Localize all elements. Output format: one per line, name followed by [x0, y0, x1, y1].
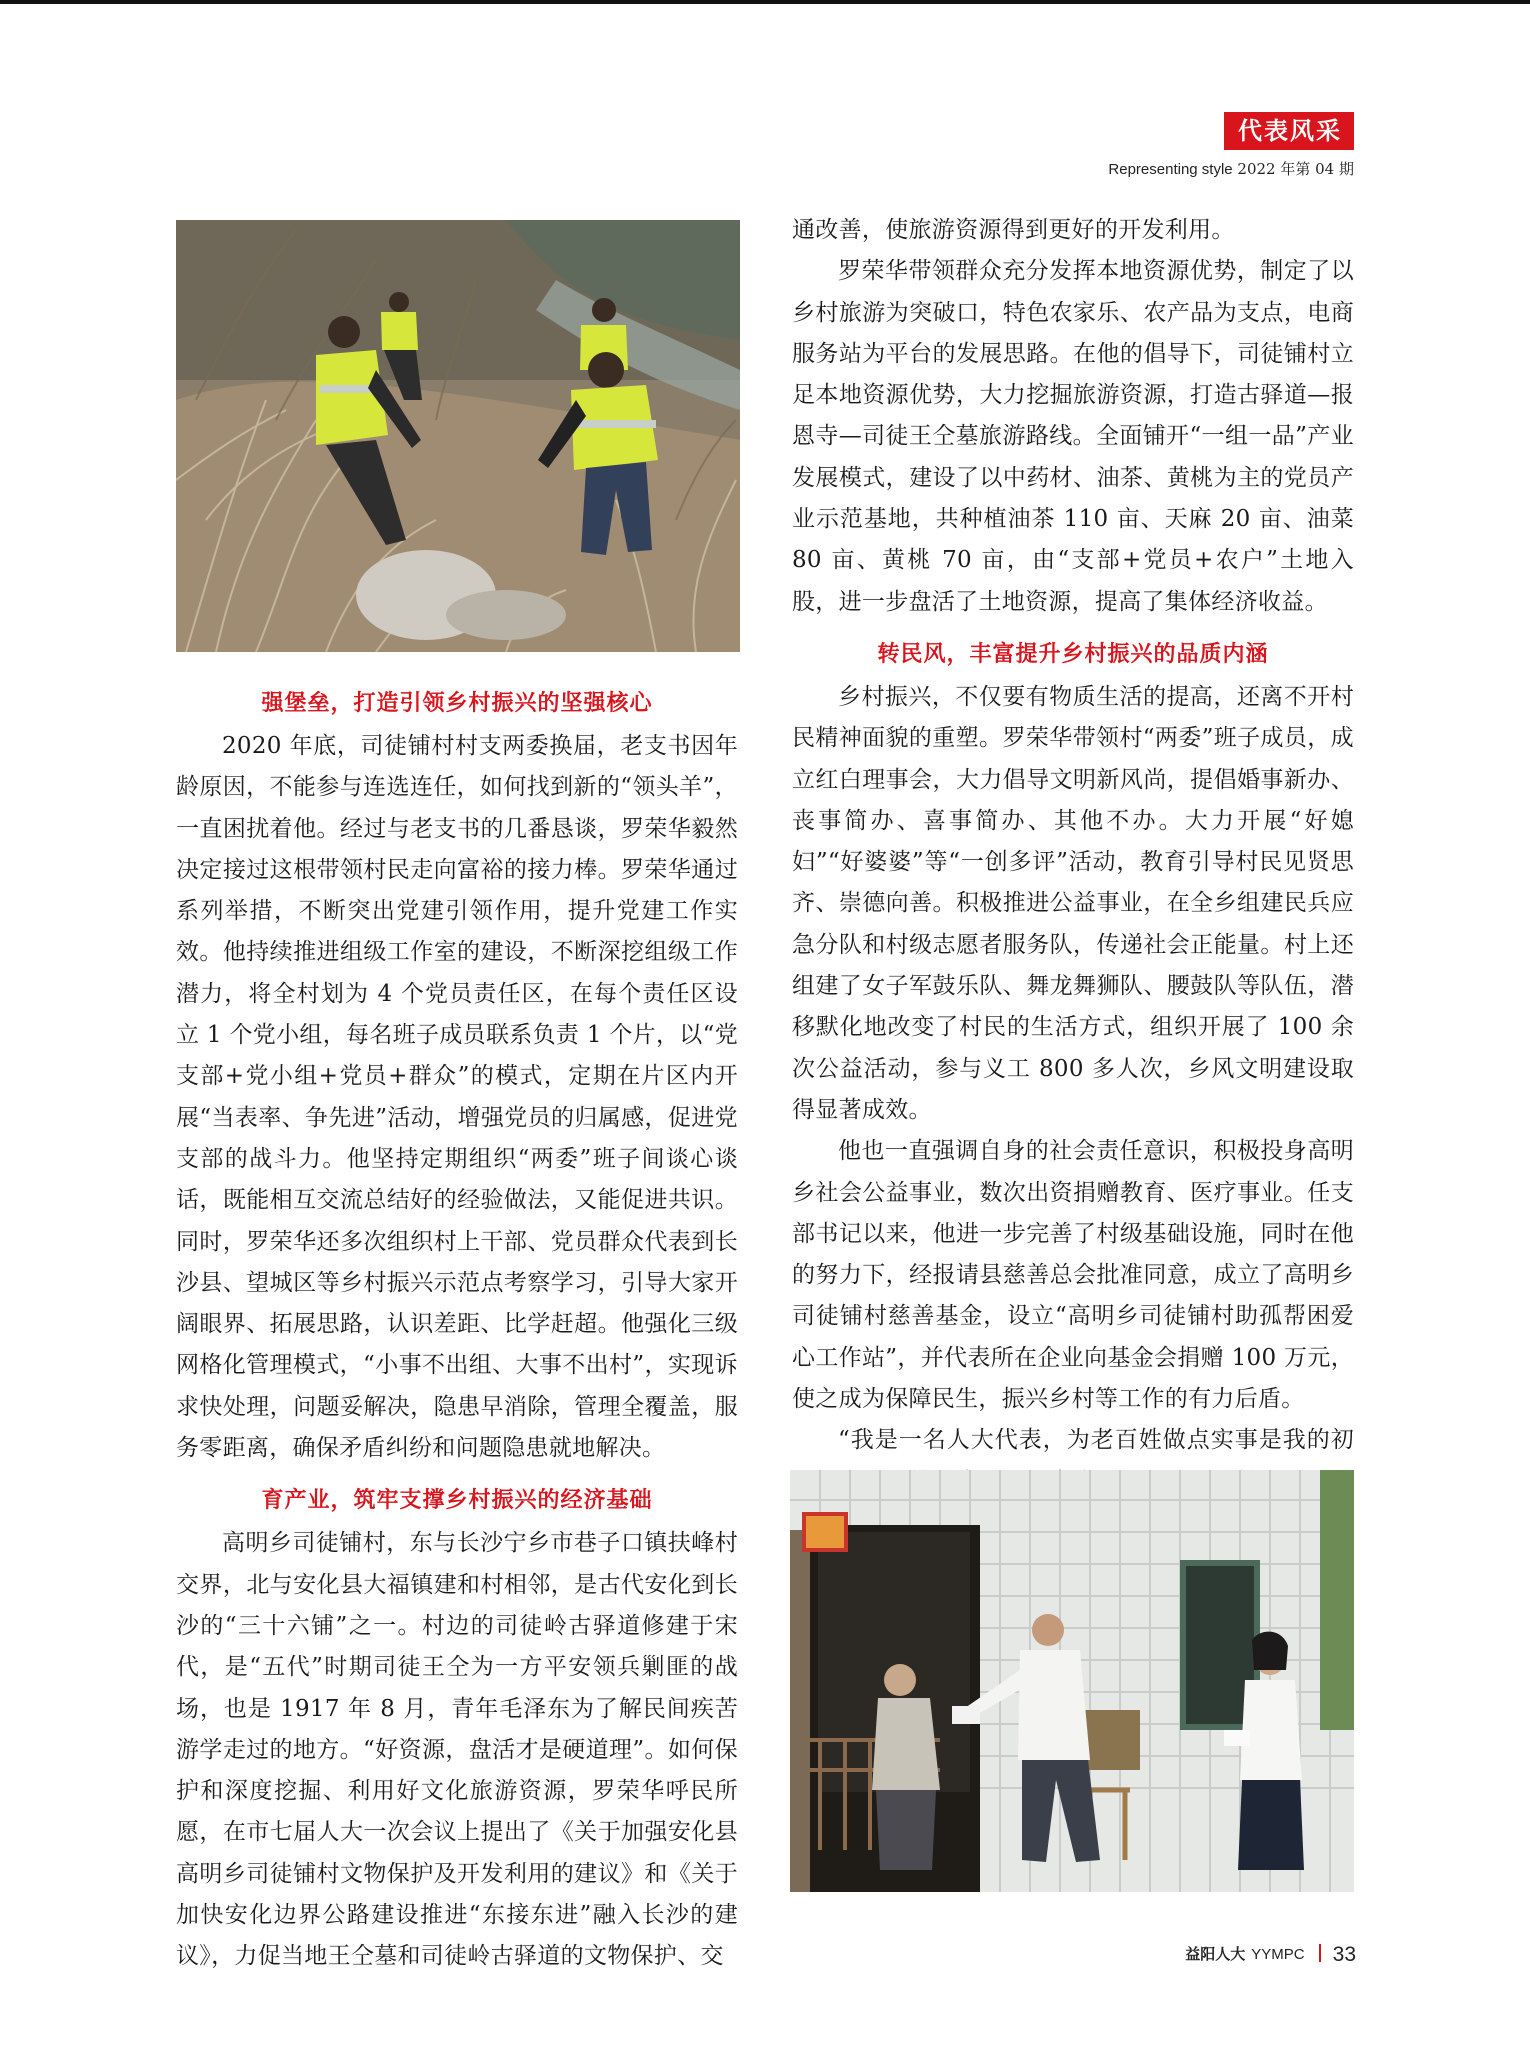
page-footer: [1185, 1943, 1356, 1967]
section-heading-2: 育产业，筑牢支撑乡村振兴的经济基础: [261, 1488, 653, 1514]
issue-english: Representing style: [1108, 161, 1233, 178]
section-heading-3: 转民风，丰富提升乡村振兴的品质内涵: [877, 641, 1269, 667]
paragraph: 2020 年底，司徒铺村村支两委换届，老支书因年龄原因，不能参与连选连任，如何找到新的“领头羊”，一直困扰着他。经过与老支书的几番恳谈，罗荣华毅然决定接过这根带领村民走向富裕的接力棒。罗荣华通过系列举措，不断突出党建引领作用，提升党建工作实效。他持续推进组级工作室的建设，不断深挖组级工作潜力，将全村划为 4 个党员责任区，在每个责任区设立 1 个党小组，每名班子成员联系负责 1 个片，以“党支部+党小组+党员+群众”的模式，定期在片区内开展“当表率、争先进”活动，增强党员的归属感，促进党支部的战斗力。他坚持定期组织“两委”班子间谈心谈话，既能相互交流总结好的经验做法，又能促进共识。同时，罗荣华还多次组织村上干部、党员群众代表到长沙县、望城区等乡村振兴示范点考察学习，引导大家开阔眼界、拓展思路，认识差距、比学赶超。他强化三级网格化管理模式，“小事不出组、大事不出村”，实现诉求快处理，问题妥解决，隐患早消除，管理全覆盖，服务零距离，确保矛盾纠纷和问题隐患就地解决。: [176, 733, 738, 1462]
issue-line: [1108, 158, 1354, 179]
section-tag: 代表风采: [1224, 112, 1354, 150]
paragraph: 通改善，使旅游资源得到更好的开发利用。: [792, 217, 1235, 243]
closing-quote: “我是一名人大代表，为老百姓做点实事是我的初: [838, 1427, 1354, 1454]
page-number: 33: [1332, 1943, 1356, 1966]
footer-divider: [1319, 1944, 1321, 1962]
donation-visit-photo: [790, 1470, 1354, 1892]
paragraph: 罗荣华带领群众充分发挥本地资源优势，制定了以乡村旅游为突破口，特色农家乐、农产品为支点，电商服务站为平台的发展思路。在他的倡导下，司徒铺村立足本地资源优势，大力挖掘旅游资源，打造古驿道—报恩寺—司徒王仝墓旅游路线。全面铺开“一组一品”产业发展模式，建设了以中药材、油茶、黄桃为主的党员产业示范基地，共种植油茶 110 亩、天麻 20 亩、油菜 80 亩、黄桃 70 亩，由“支部+党员+农户”土地入股，进一步盘活了土地资源，提高了集体经济收益。: [792, 258, 1354, 615]
paragraph: 高明乡司徒铺村，东与长沙宁乡市巷子口镇扶峰村交界，北与安化县大福镇建和村相邻，是古代安化到长沙的“三十六铺”之一。村边的司徒岭古驿道修建于宋代，是“五代”时期司徒王仝为一方平安领兵剿匪的战场，也是 1917 年 8 月，青年毛泽东为了解民间疾苦游学走过的地方。“好资源，盘活才是硬道理”。如何保护和深度挖掘、利用好文化旅游资源，罗荣华呼民所愿，在市七届人大一次会议上提出了《关于加强安化县高明乡司徒铺村文物保护及开发利用的建议》和《关于加快安化边界公路建设推进“东接东进”融入长沙的建议》，力促当地王仝墓和司徒岭古驿道的文物保护、交: [176, 1530, 738, 1970]
section-heading-1: 强堡垒，打造引领乡村振兴的坚强核心: [261, 691, 653, 716]
issue-chinese: 2022 年第 04 期: [1237, 160, 1354, 178]
magazine-name: 益阳人大: [1185, 1945, 1246, 1963]
paragraph: 他也一直强调自身的社会责任意识，积极投身高明乡社会公益事业，数次出资捐赠教育、医疗事业。任支部书记以来，他进一步完善了村级基础设施，同时在他的努力下，经报请县慈善总会批准同意，成立了高明乡司徒铺村慈善基金，设立“高明乡司徒铺村助孤帮困爱心工作站”，并代表所在企业向基金会捐赠 100 万元，使之成为保障民生，振兴乡村等工作的有力后盾。: [792, 1138, 1354, 1413]
right-column: [792, 210, 1354, 1586]
left-column: [176, 682, 738, 1978]
paragraph: 乡村振兴，不仅要有物质生活的提高，还离不开村民精神面貌的重塑。罗荣华带领村“两委”班子成员，成立红白理事会，大力倡导文明新风尚，提倡婚事新办、丧事简办、喜事简办、其他不办。大力开展“好媳妇”“好婆婆”等“一创多评”活动，教育引导村民见贤思齐、崇德向善。积极推进公益事业，在全乡组建民兵应急分队和村级志愿者服务队，传递社会正能量。村上还组建了女子军鼓乐队、舞龙舞狮队、腰鼓队等队伍，潜移默化地改变了村民的生活方式，组织开展了 100 余次公益活动，参与义工 800 多人次，乡风文明建设取得显著成效。: [792, 683, 1354, 1123]
page-header: [1108, 112, 1354, 179]
magazine-code: YYMPC: [1251, 1946, 1305, 1963]
hillside-cleanup-photo: [176, 220, 740, 652]
top-rule: [0, 0, 1530, 4]
